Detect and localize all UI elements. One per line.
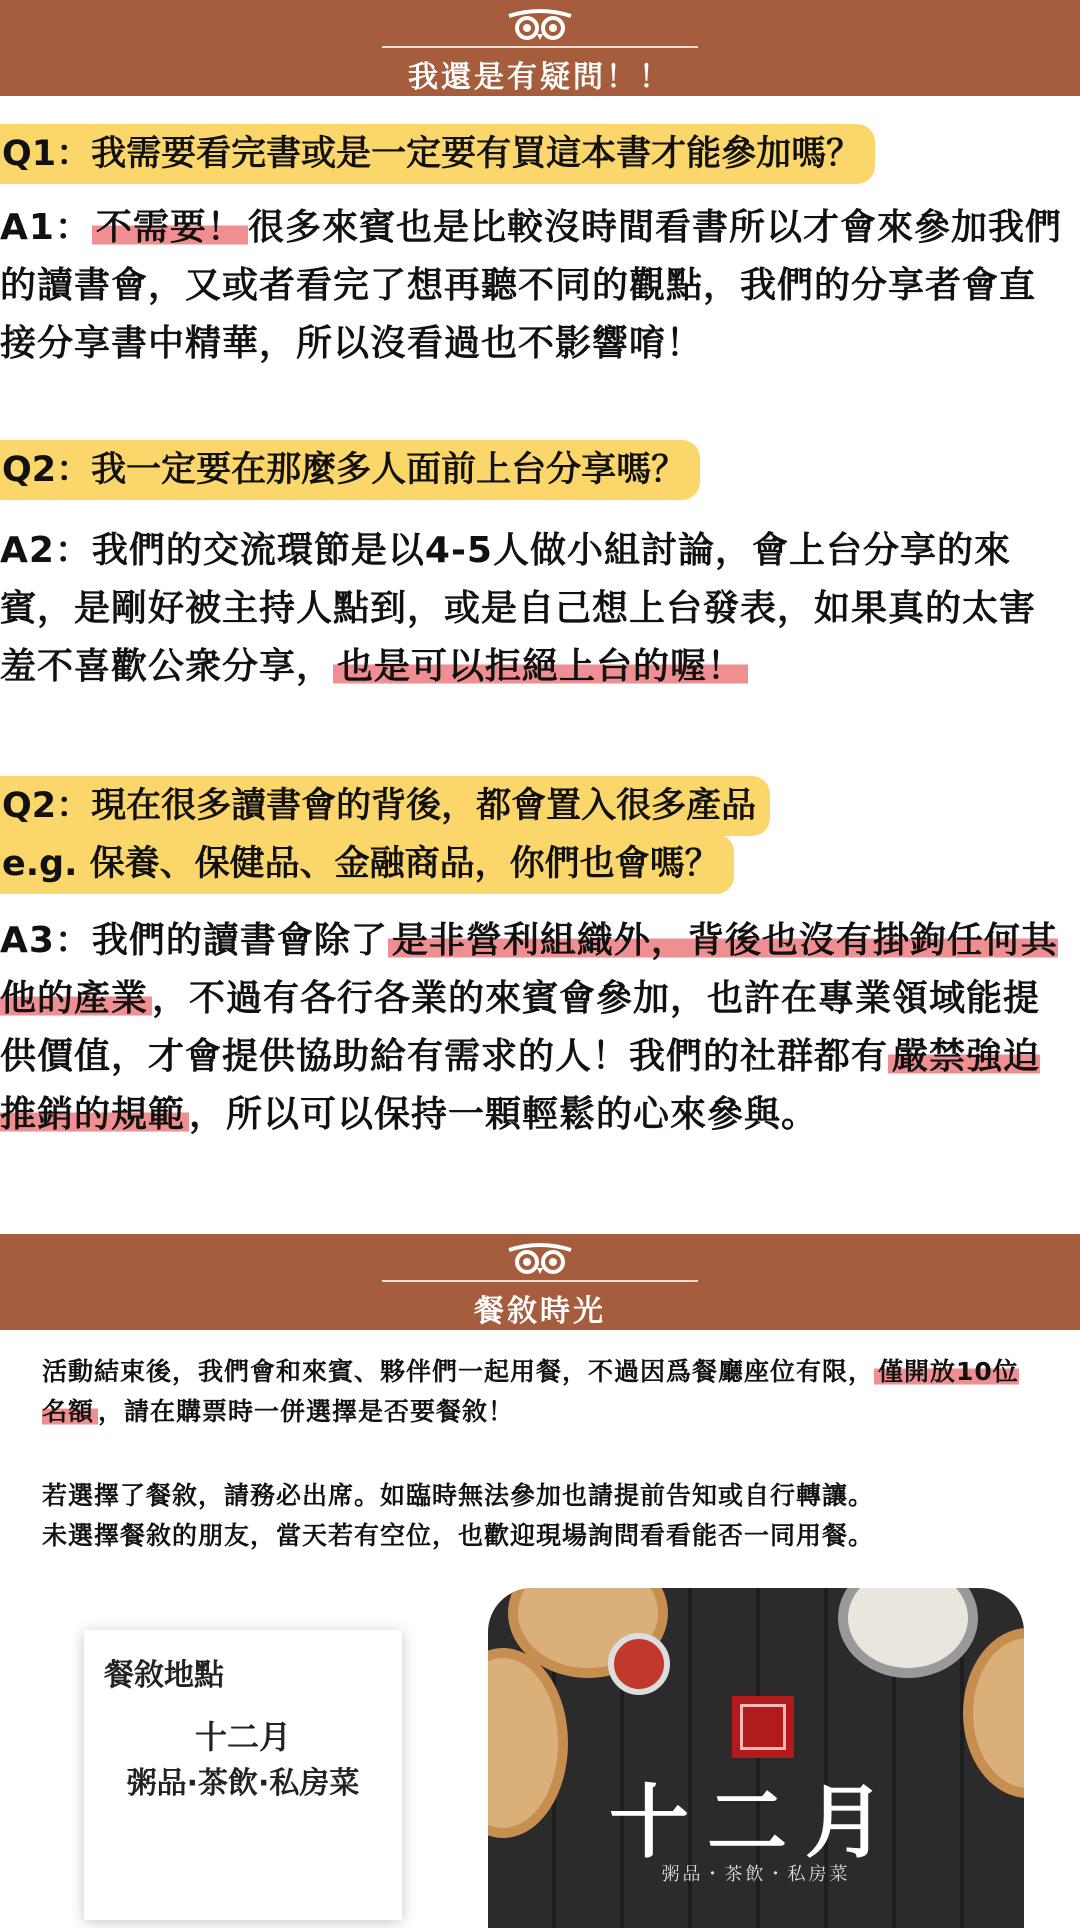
dining-p1-text: 活動結束後，我們會和來賓、夥伴們一起用餐，不過因爲餐廳座位有限，: [42, 1357, 875, 1386]
header-rule: [382, 46, 698, 48]
owl-eyes-icon: [505, 8, 575, 42]
answer-3-highlight-2: 嚴禁強迫推銷的規範: [0, 1036, 1041, 1135]
answer-1: [0, 199, 1070, 373]
answer-1-highlight: 不需要！: [92, 207, 248, 248]
dining-header: [0, 1234, 1080, 1330]
answer-3-text-c: ，所以可以保持一顆輕鬆的心來參與。: [189, 1094, 819, 1135]
dish-image: [838, 1588, 978, 1678]
header-rule: [382, 1280, 698, 1282]
question-3-line2: e.g. 保養、保健品、金融商品，你們也會嗎？: [0, 834, 734, 894]
dining-p2-line1: 若選擇了餐敘，請務必出席。如臨時無法參加也請提前告知或自行轉讓。: [42, 1481, 875, 1510]
faq-header-title: 我還是有疑問！！: [408, 60, 672, 95]
dining-header-title: 餐敘時光: [474, 1294, 606, 1329]
answer-3-highlight-1: 是非營利組織外，背後也沒有掛鉤任何其他的產業: [0, 920, 1058, 1019]
venue-card: [84, 1630, 402, 1920]
answer-1-text: 很多來賓也是比較沒時間看書所以才會來參加我們的讀書會，又或者看完了想再聽不同的觀點，我們的分享者會直接分享書中精華，所以沒看過也不影響唷！: [0, 207, 1062, 364]
question-2: Q2：我一定要在那麼多人面前上台分享嗎？: [0, 440, 700, 500]
answer-1-prefix: A1：: [0, 207, 92, 248]
question-1: Q1：我需要看完書或是一定要有買這本書才能參加嗎？: [0, 124, 875, 184]
dining-p1-rest: ，請在購票時一併選擇是否要餐敘！: [98, 1397, 515, 1426]
answer-2: [0, 522, 1070, 696]
venue-subtitle: 粥品·茶飲·私房菜: [126, 1766, 360, 1801]
question-3-line1: Q2：現在很多讀書會的背後，都會置入很多產品: [0, 776, 770, 836]
answer-2-text: A2：我們的交流環節是以4-5人做小組討論，會上台分享的來賓，是剛好被主持人點到，或是自己想上台發表，如果真的太害羞不喜歡公衆分享，: [0, 530, 1037, 687]
dining-paragraph-2: [42, 1476, 1042, 1556]
venue-name: 十二月: [194, 1718, 291, 1756]
answer-3-text-b: ，不過有各行各業的來賓會參加，也許在專業領域能提供價值，才會提供協助給有需求的人！我們的社群都有: [0, 978, 1041, 1077]
dining-p2-line2: 未選擇餐敘的朋友，當天若有空位，也歡迎現場詢問看看能否一同用餐。: [42, 1521, 875, 1550]
sauce-dish-image: [608, 1633, 670, 1695]
answer-3: [0, 912, 1070, 1144]
faq-header: [0, 0, 1080, 96]
photo-restaurant-subtitle: 粥品・茶飲・私房菜: [661, 1864, 851, 1885]
dining-paragraph-1: [42, 1352, 1042, 1432]
answer-2-highlight: 也是可以拒絕上台的喔！: [333, 646, 748, 687]
photo-restaurant-name: 十二月: [609, 1775, 903, 1869]
dining-p1-highlight: 僅開放10位名額: [42, 1357, 1019, 1426]
answer-3-text-a: A3：我們的讀書會除了: [0, 920, 388, 961]
owl-eyes-icon: [505, 1242, 575, 1276]
seal-logo: [732, 1696, 794, 1758]
venue-label: 餐敘地點: [104, 1658, 224, 1693]
restaurant-photo: [488, 1588, 1024, 1928]
